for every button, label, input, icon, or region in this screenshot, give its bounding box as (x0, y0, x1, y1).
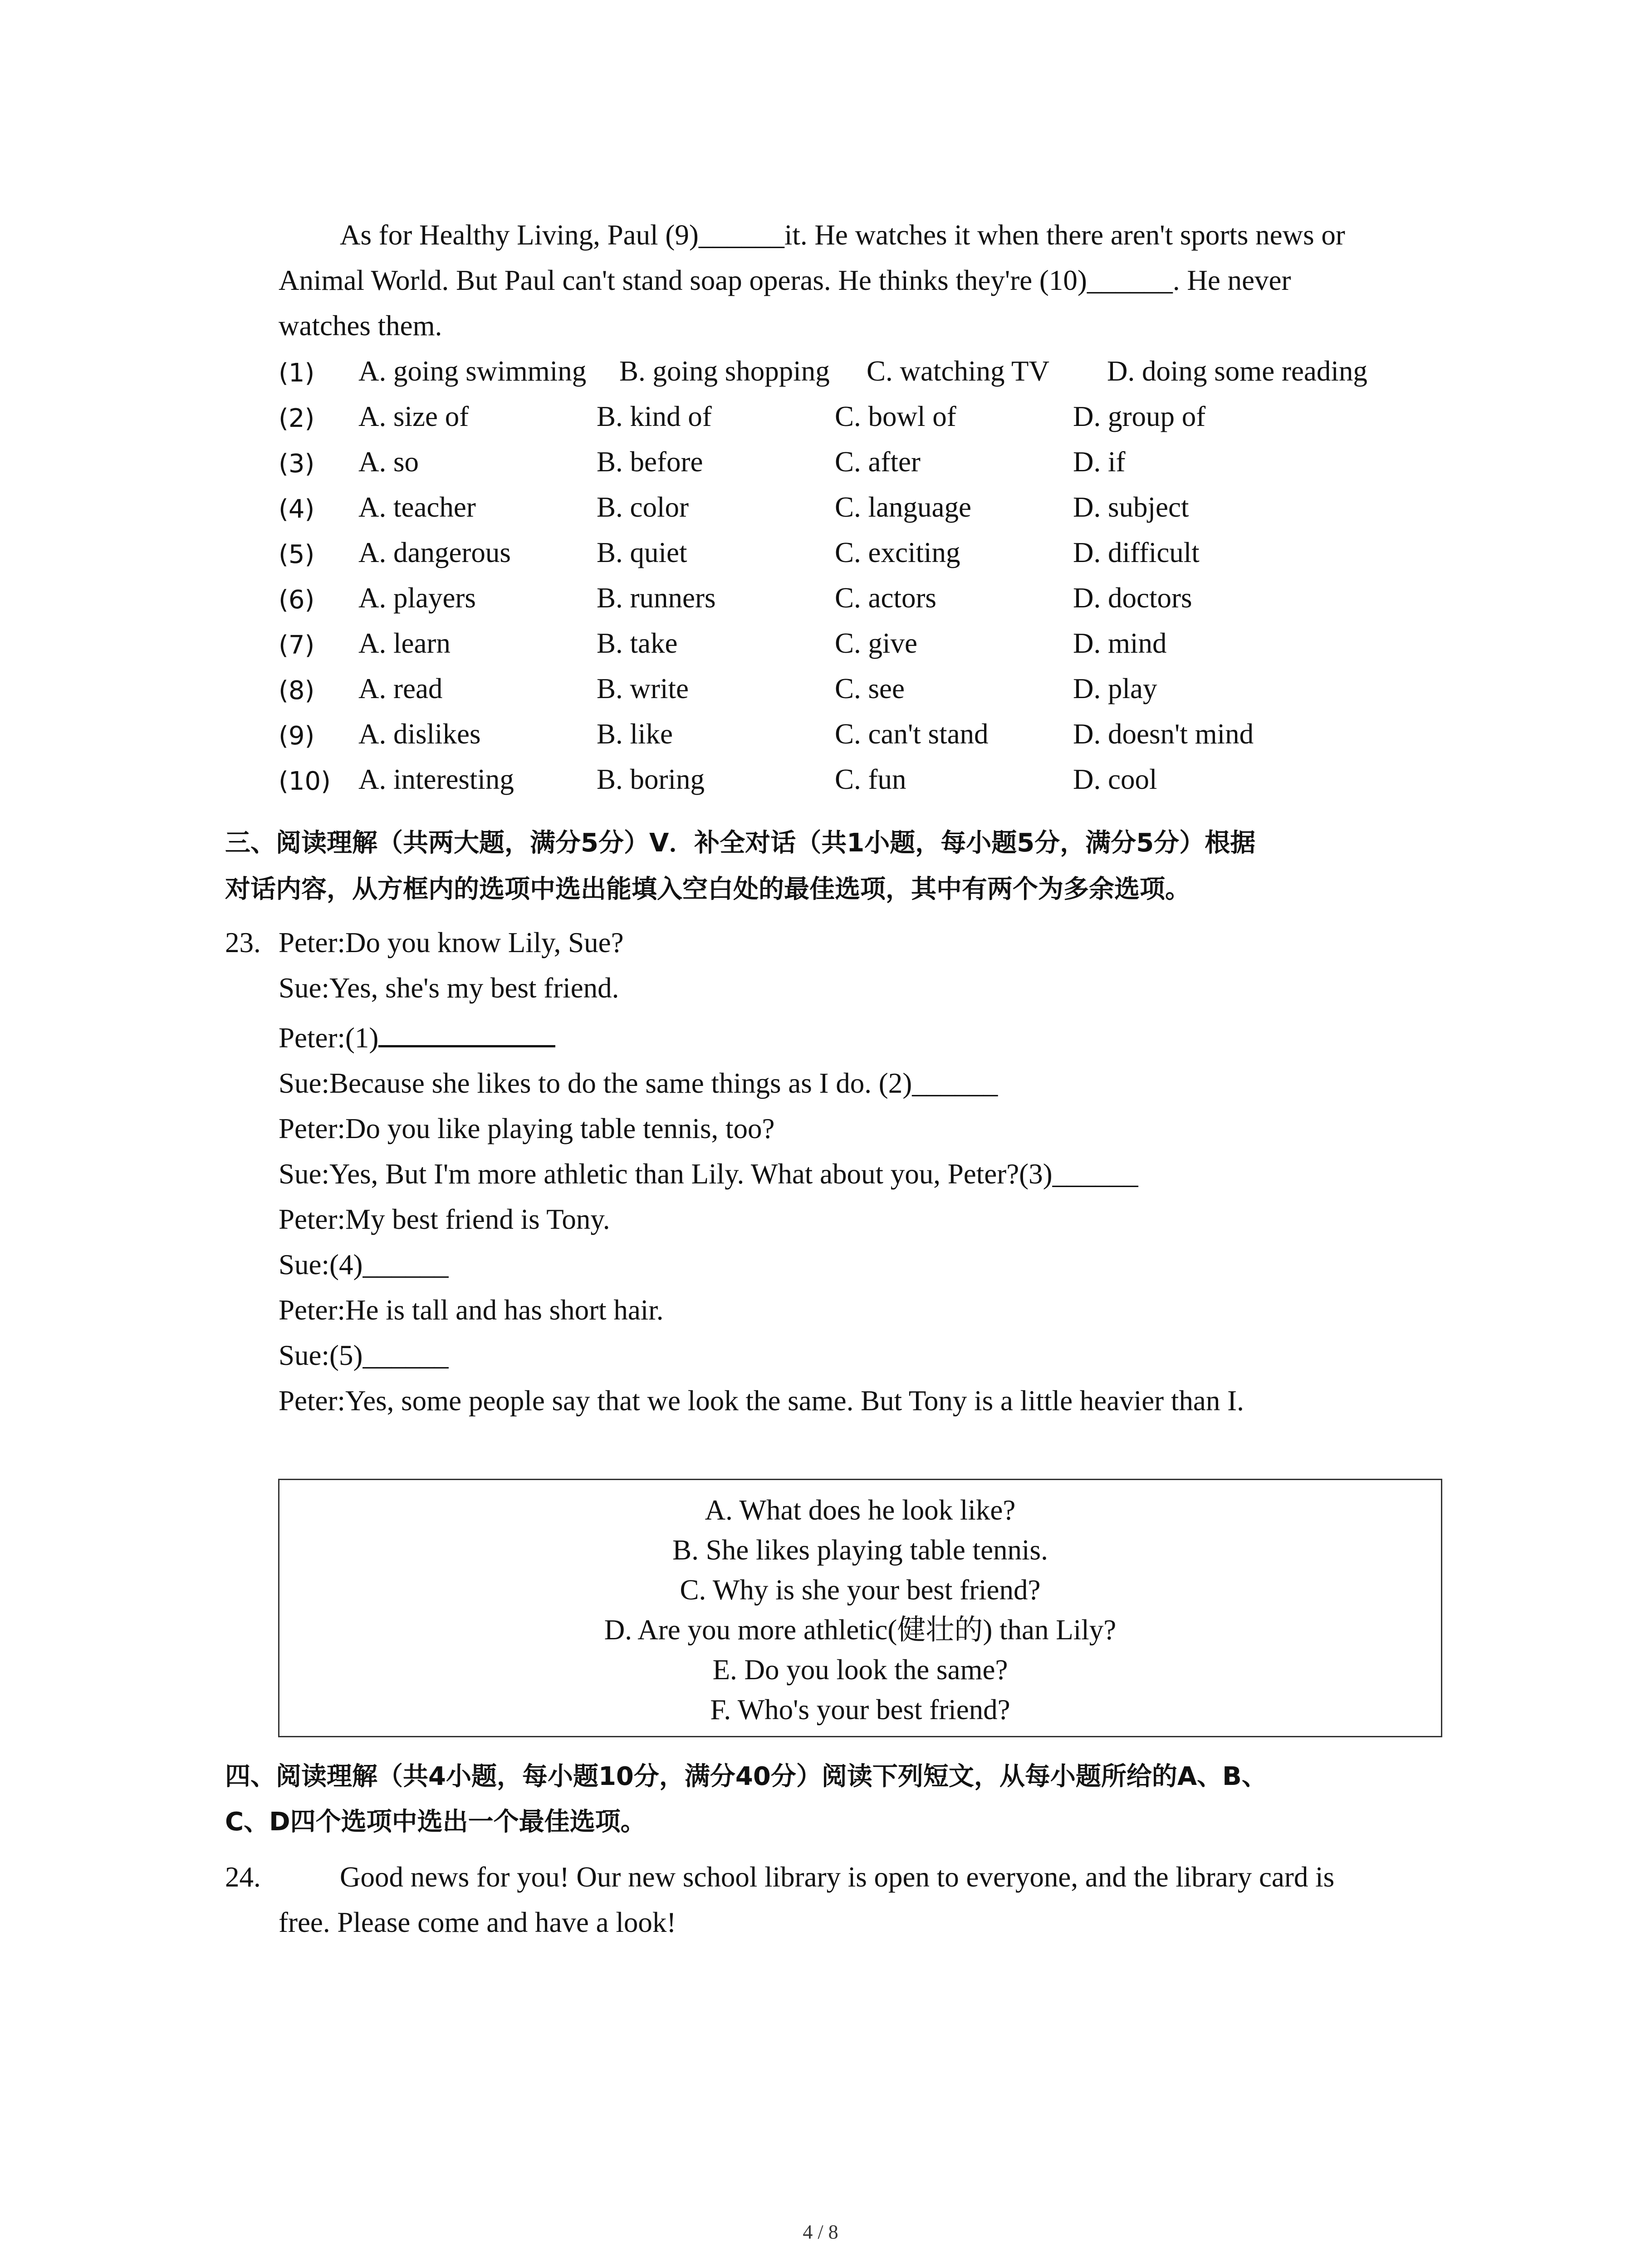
box-option-f: F. Who's your best friend? (710, 1694, 1010, 1725)
option-a: A. teacher (358, 491, 476, 523)
option-number: (10) (279, 767, 331, 796)
answer-options-box (278, 1479, 1442, 1737)
option-d: D. group of (1073, 401, 1206, 432)
option-b: B. going shopping (619, 355, 830, 387)
option-row (358, 530, 1478, 575)
option-row (358, 439, 1478, 484)
box-option-b: B. She likes playing table tennis. (672, 1534, 1048, 1566)
option-c: C. can't stand (835, 718, 989, 750)
option-number: (2) (279, 404, 315, 433)
option-row (358, 757, 1478, 802)
section-4-heading-line-1: 四、阅读理解（共4小题，每小题10分，满分40分）阅读下列短文，从每小题所给的A、B、 (225, 1762, 1267, 1791)
passage-24-line-2: free. Please come and have a look! (279, 1906, 676, 1938)
option-c: C. actors (835, 582, 936, 614)
option-row (358, 394, 1478, 439)
question-number-24: 24. (225, 1861, 261, 1893)
option-a: A. read (358, 673, 443, 704)
option-a: A. going swimming (358, 355, 587, 387)
box-option-d: D. Are you more athletic(健壮的) than Lily? (604, 1614, 1117, 1646)
dialogue-line-with-blank (279, 1015, 555, 1061)
dialogue-line: Sue:Because she likes to do the same things as I do. (2)______ (279, 1067, 998, 1099)
passage-24-line-1: Good news for you! Our new school library is open to everyone, and the library card is (340, 1861, 1335, 1893)
option-number: (1) (279, 358, 315, 388)
dialogue-line: Peter:He is tall and has short hair. (279, 1294, 664, 1326)
option-row (358, 484, 1478, 530)
option-c: C. see (835, 673, 905, 704)
option-d: D. cool (1073, 763, 1157, 795)
option-a: A. size of (358, 401, 469, 432)
dialogue-line: Peter:Do you know Lily, Sue? (279, 927, 624, 958)
dialogue-line: Peter:My best friend is Tony. (279, 1203, 610, 1235)
option-b: B. kind of (597, 401, 712, 432)
dialogue-line: Peter:Yes, some people say that we look the same. But Tony is a little heavier than I. (279, 1385, 1244, 1417)
passage-line-2: Animal World. But Paul can't stand soap operas. He thinks they're (10)______. He never (279, 264, 1291, 296)
dialogue-line: Sue:Yes, she's my best friend. (279, 972, 619, 1004)
option-a: A. dangerous (358, 537, 511, 568)
option-number: (6) (279, 585, 315, 615)
option-row (358, 348, 1478, 394)
option-d: D. doctors (1073, 582, 1192, 614)
option-a: A. so (358, 446, 419, 478)
option-number: (9) (279, 721, 315, 751)
option-a: A. learn (358, 627, 451, 659)
box-option-e: E. Do you look the same? (712, 1654, 1008, 1686)
option-a: A. players (358, 582, 476, 614)
option-number: (8) (279, 676, 315, 705)
page-number: 4 / 8 (803, 2221, 838, 2243)
option-row (358, 621, 1478, 666)
option-b: B. color (597, 491, 689, 523)
option-d: D. difficult (1073, 537, 1200, 568)
option-number: (4) (279, 494, 315, 524)
option-d: D. subject (1073, 491, 1189, 523)
option-number: (3) (279, 449, 315, 479)
option-d: D. mind (1073, 627, 1167, 659)
section-3-heading-line-2: 对话内容，从方框内的选项中选出能填入空白处的最佳选项，其中有两个为多余选项。 (225, 875, 1190, 904)
option-a: A. dislikes (358, 718, 481, 750)
option-b: B. take (597, 627, 678, 659)
dialogue-line: Sue:Yes, But I'm more athletic than Lily. What about you, Peter?(3)______ (279, 1158, 1138, 1190)
box-option-a: A. What does he look like? (705, 1494, 1016, 1526)
option-b: B. quiet (597, 537, 687, 568)
option-d: D. play (1073, 673, 1157, 704)
passage-line-3: watches them. (279, 310, 442, 342)
option-b: B. boring (597, 763, 705, 795)
option-c: C. give (835, 627, 917, 659)
dialogue-line: Sue:(5)______ (279, 1339, 449, 1371)
option-b: B. before (597, 446, 703, 478)
section-4-heading-line-2: C、D四个选项中选出一个最佳选项。 (225, 1807, 646, 1837)
option-c: C. bowl of (835, 401, 956, 432)
option-row (358, 666, 1478, 711)
option-c: C. exciting (835, 537, 960, 568)
option-c: C. fun (835, 763, 906, 795)
option-c: C. watching TV (867, 355, 1050, 387)
passage-line-1: As for Healthy Living, Paul (9)______it. He watches it when there aren't sports news or (340, 219, 1345, 251)
option-b: B. write (597, 673, 689, 704)
option-c: C. language (835, 491, 971, 523)
option-d: D. if (1073, 446, 1126, 478)
option-row (358, 711, 1478, 757)
option-d: D. doesn't mind (1073, 718, 1254, 750)
box-option-c: C. Why is she your best friend? (680, 1574, 1041, 1606)
option-row (358, 575, 1478, 621)
dialogue-line: Peter:(1) (279, 1022, 379, 1054)
option-b: B. runners (597, 582, 716, 614)
option-c: C. after (835, 446, 921, 478)
dialogue-line: Peter:Do you like playing table tennis, too? (279, 1113, 775, 1144)
option-number: (7) (279, 631, 315, 660)
dialogue-line: Sue:(4)______ (279, 1249, 449, 1281)
option-b: B. like (597, 718, 673, 750)
question-number-23: 23. (225, 927, 261, 958)
option-d: D. doing some reading (1107, 355, 1367, 387)
option-a: A. interesting (358, 763, 514, 795)
option-number: (5) (279, 540, 315, 569)
section-3-heading-line-1: 三、阅读理解（共两大题，满分5分）V．补全对话（共1小题，每小题5分，满分5分）根据 (225, 828, 1256, 858)
answer-blank[interactable] (378, 1018, 555, 1047)
